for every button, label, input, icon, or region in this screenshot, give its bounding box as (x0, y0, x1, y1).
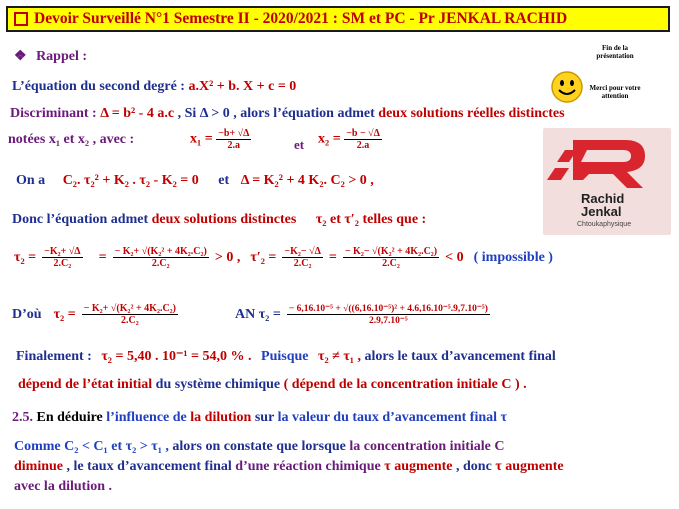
logo-tagline: Chtoukaphysique (577, 221, 632, 228)
roots-line: notées x₁ et x₂ , avec : (8, 132, 135, 147)
conclusion-line-2: diminue , le taux d’avancement final d’une réaction chimique τ augmente , donc τ augmente (14, 459, 564, 474)
donc-line: Donc l’équation admet deux solutions distinctes τ₂ et τ′₂ telles que : (12, 212, 427, 227)
conclusion-line-1: Comme C₂ < C₁ et τ₂ > τ₁ , alors on constate que lorsque la concentration initiale C (14, 439, 505, 454)
rappel-heading: ❖ Rappel : (14, 49, 88, 64)
question-2-5: 2.5. En déduire l’influence de la dilution sur la valeur du taux d’avancement final τ (12, 410, 507, 425)
final-result-line: Finalement : τ₂ = 5,40 . 10⁻¹ = 54,0 % . Puisque τ₂ ≠ τ₁ , alors le taux d’avancement final (16, 349, 556, 364)
logo-name: Rachid (581, 191, 625, 206)
on-a-line: On a C₂. τ₂² + K₂ . τ₂ - K₂ = 0 et Δ = K₂² + 4 K₂. C₂ > 0 , (16, 173, 374, 188)
checkbox-icon (14, 12, 28, 26)
x2-formula: x₂ = $\frac{-b - √\Delta}{2.a}$ (318, 128, 380, 151)
rachid-jenkal-logo (543, 128, 671, 235)
depend-line: dépend de l’état initial du système chimique ( dépend de la concentration initiale C ) . (18, 377, 527, 392)
an-line: AN τ₂ = $\frac{\text{− 6,16.10⁻⁵ + √((6,16.10⁻⁵)² + 4.6,16.10⁻⁵.9,7.10⁻⁵)}}{\text{2.9,7.10⁻⁵}}$ (235, 304, 488, 326)
badge-bottom-text: Merci pour votre attention (589, 84, 641, 100)
badge-top-text: Fin de la présentation (596, 44, 634, 60)
smiley-icon (550, 70, 584, 104)
equation-line: L’équation du second degré : a.X² + b. X + c = 0 (12, 79, 297, 94)
title-bar (6, 6, 670, 32)
page-title: Devoir Surveillé N°1 Semestre II - 2020/2021 : SM et PC - Pr JENKAL RACHID (34, 10, 568, 27)
x1-formula: x₁ = $\frac{-b+ √\Delta}{2.a}$ (190, 128, 250, 151)
tau-solutions-line: τ₂ = $\frac{\text{−K₂+ √Δ}}{\text{2.C₂}}$ = $\frac{\text{− K₂+ √(K₂² + 4K₂.C₂)}}{\text{2.C₂}}$ > 0 , τ′₂ = $\frac{\text{−K₂− √Δ}}{\text{2.C₂}}$ = $\frac{\text{− K₂− √(K₂² + 4K₂.C₂)}}{\text{2.C₂}}$ < 0 ( impossible ) (14, 246, 553, 269)
dou-line: D’où τ₂ = $\frac{\text{− K₂+ √(K₂² + 4K₂.C₂)}}{\text{2.C₂}}$ (12, 303, 176, 326)
et-word: et (294, 137, 305, 152)
diamond-bullet-icon: ❖ (14, 49, 27, 64)
logo-r-icon (543, 128, 671, 198)
logo-surname: Jenkal (581, 204, 622, 219)
conclusion-line-3: avec la dilution . (14, 479, 113, 494)
discriminant-line: Discriminant : Δ = b² - 4 a.c , Si Δ > 0 , alors l’équation admet deux solutions réelles distinctes (10, 106, 565, 121)
